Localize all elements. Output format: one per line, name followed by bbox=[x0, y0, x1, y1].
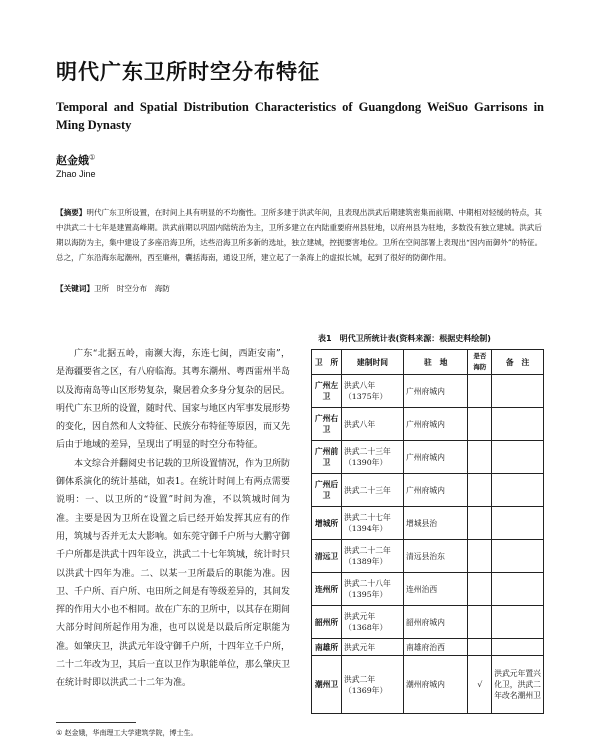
table-row bbox=[312, 474, 544, 507]
body-paragraph: 本文综合并翻阅史书记载的卫所设置情况，作为卫所防御体系演化的统计基础，如表1。在统计时间上有两点需要说明：一、以卫所的“设置”时间为准，不以筑城时间为准。主要是因为卫所在设置之后已经开始发挥其应有的作用，筑城与否并无太大影响。如东莞守御千户所与大鹏守御千户所都是洪武十四年设立，洪武二十七年筑城，统计时只以洪武十四年为准。二、以某一卫所最后的职能为准。因卫、千户所、百户所、屯田所之间是有等级差异的，其间发挥的作用大小也不相同。故在广东的卫所中，以其存在期间大部分时间所起作用为准，也可以说是以最后所定职能为准。如肇庆卫，洪武元年设守御千户所，十四年立千户所，二十二年改为卫，其后一直以卫作为职能单位，那么肇庆卫在统计时即以洪武二十二年为准。 bbox=[56, 458, 291, 689]
cell-location: 广州府城内 bbox=[403, 408, 467, 441]
body-text bbox=[56, 345, 290, 693]
english-title: Temporal and Spatial Distribution Characteristics of Guangdong WeiSuo Garrisons in Ming Dynasty bbox=[56, 100, 544, 132]
footnote-rule bbox=[56, 722, 136, 723]
cell-time: 洪武元年（1368年） bbox=[342, 606, 404, 639]
table-row bbox=[312, 375, 544, 408]
cell-time: 洪武二十三年（1390年） bbox=[342, 441, 404, 474]
cell-unit: 增城所 bbox=[312, 507, 342, 540]
table-row bbox=[312, 408, 544, 441]
cell-time: 洪武二十三年 bbox=[342, 474, 404, 507]
cell-unit: 清远卫 bbox=[312, 540, 342, 573]
cell-unit: 广州左卫 bbox=[312, 375, 342, 408]
cell-unit: 广州右卫 bbox=[312, 408, 342, 441]
table-row bbox=[312, 656, 544, 714]
cell-location: 广州府城内 bbox=[403, 375, 467, 408]
table-row bbox=[312, 441, 544, 474]
cell-note bbox=[492, 474, 544, 507]
cell-time: 洪武八年（1375年） bbox=[342, 375, 404, 408]
cell-time: 洪武八年 bbox=[342, 408, 404, 441]
cell-coastal bbox=[468, 507, 492, 540]
table-header-row bbox=[312, 350, 544, 375]
cell-note bbox=[492, 540, 544, 573]
cell-unit: 连州所 bbox=[312, 573, 342, 606]
cell-location: 增城县治 bbox=[403, 507, 467, 540]
cell-location: 广州府城内 bbox=[403, 474, 467, 507]
keywords-label: 【关键词】 bbox=[56, 284, 94, 293]
cell-unit: 广州后卫 bbox=[312, 474, 342, 507]
cell-location: 韶州府城内 bbox=[403, 606, 467, 639]
keywords bbox=[56, 283, 170, 294]
cell-time: 洪武二十七年（1394年） bbox=[342, 507, 404, 540]
cell-coastal: √ bbox=[468, 656, 492, 714]
cell-note bbox=[492, 441, 544, 474]
header-time: 建制时间 bbox=[342, 350, 404, 375]
table-row bbox=[312, 639, 544, 656]
cell-coastal bbox=[468, 441, 492, 474]
cell-coastal bbox=[468, 606, 492, 639]
header-unit: 卫 所 bbox=[312, 350, 342, 375]
cell-unit: 韶州所 bbox=[312, 606, 342, 639]
garrison-table bbox=[311, 349, 544, 714]
cell-note bbox=[492, 507, 544, 540]
keywords-text: 卫所 时空分布 海防 bbox=[93, 284, 170, 293]
cell-location: 清远县治东 bbox=[403, 540, 467, 573]
cell-time: 洪武元年 bbox=[342, 639, 404, 656]
cell-note bbox=[492, 375, 544, 408]
abstract-label: 【摘要】 bbox=[56, 208, 87, 217]
cell-unit: 南雄所 bbox=[312, 639, 342, 656]
author-pinyin: Zhao Jine bbox=[56, 169, 96, 179]
cell-note bbox=[492, 408, 544, 441]
author-name bbox=[56, 152, 95, 168]
abstract bbox=[56, 205, 544, 265]
cell-time: 洪武二十二年（1389年） bbox=[342, 540, 404, 573]
cell-note bbox=[492, 606, 544, 639]
cell-coastal bbox=[468, 573, 492, 606]
page-title: 明代广东卫所时空分布特征 bbox=[56, 60, 320, 84]
author-name-text: 赵金娥 bbox=[56, 154, 89, 167]
cell-location: 潮州府城内 bbox=[403, 656, 467, 714]
author-footnote-mark: ① bbox=[89, 153, 96, 162]
cell-note bbox=[492, 639, 544, 656]
cell-location: 连州治西 bbox=[403, 573, 467, 606]
header-note: 备 注 bbox=[492, 350, 544, 375]
cell-coastal bbox=[468, 375, 492, 408]
cell-location: 广州府城内 bbox=[403, 441, 467, 474]
cell-note: 洪武元年置兴化卫，洪武二年改名潮州卫 bbox=[492, 656, 544, 714]
body-paragraph: 广东“北据五岭，南濒大海，东连七闽，西距安南”，是海疆要省之区，有八府临海。其粤东潮州、粤西雷州半岛以及海南岛等山区形势复杂，聚居着众多身分复杂的居民。明代广东卫所的设置，随时代、国家与地区内军事发展形势的变化，因自然和人文特征、民族分布特征等原因，而又先后由于地域的差异，呈现出了明显的时空分布特征。 bbox=[56, 349, 291, 451]
table-title: 表1 明代卫所统计表(资料来源：根据史料绘制) bbox=[318, 334, 491, 343]
header-coastal: 是否海防 bbox=[468, 350, 492, 375]
abstract-text: 明代广东卫所设置，在时间上具有明显的不均衡性。卫所多建于洪武年间，且表现出洪武后期建筑密集而前期、中期相对轻缓的特点，其中洪武二十七年是建置高峰期。洪武前期以巩固内陆统治为主，卫所多建立在内陆重要府州县驻地，以府州县为驻地，多数没有独立建城。洪武后期以海防为主，集中建设了多座沿海卫所，达些沿海卫所多新的选址，独立建城，控扼要害地位。卫所在空间部署上表现出“因内而御外”的特征。总之，广东沿海东起潮州，西至廉州，囊括海南，通设卫所，建立起了一条海上的虚拟长城，起到了很好的防御作用。 bbox=[56, 208, 543, 262]
cell-coastal bbox=[468, 540, 492, 573]
header-location: 驻 地 bbox=[403, 350, 467, 375]
cell-coastal bbox=[468, 474, 492, 507]
table-row bbox=[312, 507, 544, 540]
footnote: ① 赵金娥，华南理工大学建筑学院，博士生。 bbox=[56, 729, 198, 737]
table-row bbox=[312, 540, 544, 573]
cell-coastal bbox=[468, 408, 492, 441]
cell-location: 南雄府治西 bbox=[403, 639, 467, 656]
table-row bbox=[312, 573, 544, 606]
cell-unit: 广州前卫 bbox=[312, 441, 342, 474]
cell-time: 洪武二十八年（1395年） bbox=[342, 573, 404, 606]
cell-note bbox=[492, 573, 544, 606]
table-row bbox=[312, 606, 544, 639]
cell-coastal bbox=[468, 639, 492, 656]
cell-unit: 潮州卫 bbox=[312, 656, 342, 714]
cell-time: 洪武二年（1369年） bbox=[342, 656, 404, 714]
